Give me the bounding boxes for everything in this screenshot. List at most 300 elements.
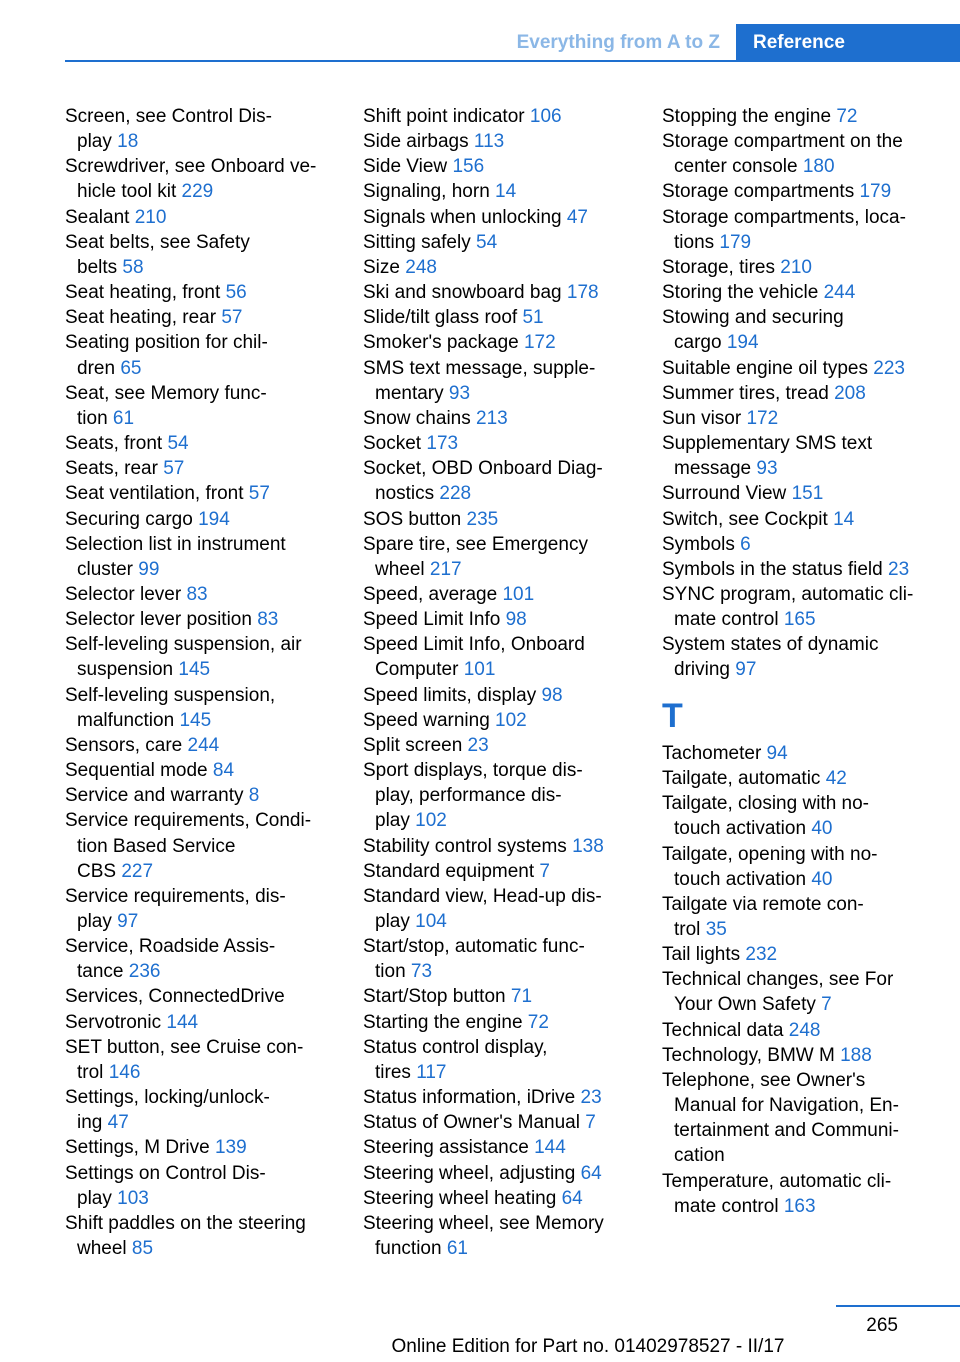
page-reference-link[interactable]: 72 (836, 106, 858, 127)
index-entry (662, 205, 952, 255)
index-entry-text: Side airbags (363, 131, 474, 153)
index-entry (662, 942, 952, 967)
index-entry-text: Speed, average (363, 583, 503, 605)
page-reference-link[interactable]: 208 (834, 382, 866, 404)
index-entry-text: function (375, 1238, 447, 1260)
page-reference-link[interactable]: 102 (415, 810, 447, 832)
index-entry-text: cargo (674, 332, 727, 354)
page-reference-link[interactable]: 7 (585, 1112, 596, 1134)
index-entry-text: Storage compartments (662, 181, 860, 203)
index-entry (363, 406, 653, 431)
page-reference-link[interactable]: 57 (248, 483, 270, 505)
index-entry (662, 842, 952, 892)
index-entry (662, 481, 952, 506)
index-entry (662, 179, 952, 204)
index-entry-text: Selector lever (65, 583, 187, 605)
index-entry (65, 381, 355, 431)
index-entry-text: Storage compartment on the (662, 131, 903, 153)
index-entry-text: cation (674, 1145, 725, 1167)
page-reference-link[interactable]: 73 (410, 961, 433, 983)
page-reference-link[interactable]: 144 (534, 1137, 566, 1159)
index-entry-text: Storage compartments, loca- (662, 206, 906, 228)
index-entry (662, 1169, 952, 1219)
index-entry-text: Sensors, care (65, 734, 188, 756)
index-entry-text: SET button, see Cruise con- (65, 1036, 304, 1058)
index-entry-text: Smoker's package (363, 332, 524, 354)
page-reference-link[interactable]: 47 (566, 206, 588, 228)
page-reference-link[interactable]: 232 (745, 944, 778, 966)
page-reference-link[interactable]: 85 (131, 1238, 154, 1260)
index-entry-text: driving (674, 659, 736, 681)
index-entry-text: Starting the engine (363, 1011, 528, 1033)
page-reference-link[interactable]: 145 (178, 659, 211, 681)
index-entry (65, 884, 355, 934)
index-entry-text: Self-leveling suspension, (65, 684, 276, 706)
index-entry (65, 1161, 355, 1211)
index-entry (65, 456, 355, 481)
index-entry (363, 179, 653, 204)
index-entry-text: Tailgate via remote con- (662, 893, 864, 915)
page-number: 265 (866, 1315, 898, 1336)
page-reference-link[interactable]: 7 (539, 860, 550, 882)
index-entry (65, 330, 355, 380)
page-reference-link[interactable]: 40 (811, 818, 833, 840)
index-entry-text: Service and warranty (65, 785, 249, 807)
page-reference-link[interactable]: 72 (527, 1011, 549, 1033)
page-reference-link[interactable]: 144 (166, 1011, 199, 1033)
index-entry-text: Selector lever position (65, 609, 258, 631)
page-reference-link[interactable]: 227 (121, 860, 154, 882)
index-entry (662, 1043, 952, 1068)
page-reference-link[interactable]: 146 (108, 1061, 141, 1083)
index-entry (65, 507, 355, 532)
index-entry (65, 733, 355, 758)
index-entry-text: hicle tool kit (77, 181, 182, 203)
page-reference-link[interactable]: 61 (446, 1238, 468, 1260)
index-entry-text: Service, Roadside Assis- (65, 936, 276, 958)
page-reference-link[interactable]: 172 (746, 407, 779, 429)
page-reference-link[interactable]: 98 (505, 609, 527, 631)
footer-rule (836, 1305, 960, 1307)
page-reference-link[interactable]: 228 (439, 483, 472, 505)
page-reference-link[interactable]: 14 (833, 508, 855, 530)
index-entry (363, 733, 653, 758)
page-reference-link[interactable]: 51 (522, 307, 544, 329)
page-reference-link[interactable]: 235 (466, 508, 499, 530)
page-reference-link[interactable]: 6 (740, 533, 751, 555)
index-entry-text: Seat heating, rear (65, 307, 222, 329)
page-reference-link[interactable]: 8 (248, 785, 260, 807)
index-entry-text: Temperature, automatic cli- (662, 1170, 892, 1192)
index-entry-text: center console (674, 156, 803, 178)
index-entry (65, 1035, 355, 1085)
index-entry-text: Symbols in the status field (662, 558, 888, 580)
page-reference-link[interactable]: 138 (572, 835, 604, 857)
index-entry (363, 1035, 653, 1085)
page-reference-link[interactable]: 102 (495, 709, 527, 731)
index-entry (363, 884, 653, 934)
page-reference-link[interactable]: 61 (112, 407, 135, 429)
page-reference-link[interactable]: 58 (122, 256, 144, 278)
index-entry-text: Supplementary SMS text (662, 433, 873, 455)
index-entry-text: touch activation (674, 818, 812, 840)
index-entry (363, 607, 653, 632)
index-entry-text: Signaling, horn (363, 181, 496, 203)
page-reference-link[interactable]: 23 (888, 558, 910, 580)
page-reference-link[interactable]: 18 (117, 131, 139, 153)
page-reference-link[interactable]: 178 (566, 282, 599, 304)
index-entry-text: tires (375, 1061, 417, 1083)
index-entry (363, 104, 653, 129)
index-column-2 (363, 104, 653, 1261)
index-entry-text: SMS text message, supple- (363, 357, 596, 379)
index-entry (363, 129, 653, 154)
index-entry-text: Selection list in instrument (65, 533, 286, 555)
page-reference-link[interactable]: 210 (780, 256, 812, 278)
index-entry-text: play (375, 810, 416, 832)
page-reference-link[interactable]: 65 (120, 357, 142, 379)
index-entry-text: Tail lights (662, 944, 746, 966)
index-entry-text: Side View (363, 156, 453, 178)
page-reference-link[interactable]: 57 (163, 458, 185, 480)
index-entry-text: Service requirements, Condi- (65, 810, 312, 832)
index-entry (363, 758, 653, 833)
index-entry-text: SOS button (363, 508, 467, 530)
index-entry-text: tion Based Service (77, 835, 236, 857)
index-entry-text: Sealant (65, 206, 135, 228)
index-entry (65, 808, 355, 883)
index-entry (662, 1018, 952, 1043)
index-entry-text: Manual for Navigation, En- (674, 1095, 899, 1117)
index-entry-text: Self-leveling suspension, air (65, 634, 302, 656)
index-entry-text: Snow chains (363, 407, 477, 429)
index-entry-text: play, performance dis- (375, 785, 562, 807)
index-entry-text: Socket, OBD Onboard Diag- (363, 458, 603, 480)
index-entry-text: Sport displays, torque dis- (363, 760, 583, 782)
index-entry-text: Tachometer (662, 742, 767, 764)
index-entry-text: ing (77, 1112, 108, 1134)
index-entry-text: Shift point indicator (363, 106, 530, 127)
index-entry (65, 431, 355, 456)
index-entry (363, 305, 653, 330)
index-entry-text: play (375, 911, 416, 932)
index-entry-text: message (674, 458, 757, 480)
index-entry-text: Socket (363, 433, 427, 455)
page-reference-link[interactable]: 113 (473, 131, 505, 153)
page-reference-link[interactable]: 64 (561, 1187, 583, 1209)
index-entry (662, 129, 952, 179)
index-entry (662, 967, 952, 1017)
index-entry (65, 632, 355, 682)
index-entry (363, 280, 653, 305)
page-reference-link[interactable]: 94 (766, 742, 788, 764)
index-entry-text: Seat belts, see Safety (65, 231, 250, 253)
page-reference-link[interactable]: 223 (873, 357, 905, 379)
index-entry-text: Ski and snowboard bag (363, 282, 567, 304)
index-entry-text: suspension (77, 659, 179, 681)
index-entry (363, 456, 653, 506)
index-entry (65, 984, 355, 1009)
index-entry-text: Technical changes, see For (662, 969, 894, 991)
index-entry-text: mentary (375, 382, 449, 404)
page-reference-link[interactable]: 47 (107, 1112, 129, 1134)
index-entry-text: cluster (77, 558, 139, 580)
index-entry-text: Stability control systems (363, 835, 573, 857)
page-reference-link[interactable]: 248 (788, 1019, 821, 1041)
index-entry (363, 356, 653, 406)
page-reference-link[interactable]: 40 (811, 868, 833, 890)
index-entry-text: Spare tire, see Emergency (363, 533, 588, 555)
index-entry-text: tion (375, 961, 411, 983)
page-reference-link[interactable]: 42 (825, 768, 847, 790)
index-entry (363, 230, 653, 255)
page-reference-link[interactable]: 7 (821, 994, 832, 1016)
index-entry-text: Surround View (662, 483, 792, 505)
index-entry-text: dren (77, 357, 121, 379)
index-entry (662, 741, 952, 766)
index-column-3 (662, 104, 952, 1219)
index-entry-text: play (77, 131, 118, 153)
index-entry-text: Status of Owner's Manual (363, 1112, 586, 1134)
index-entry (363, 834, 653, 859)
index-entry (65, 305, 355, 330)
index-entry-text: Seat heating, front (65, 282, 226, 304)
index-entry (363, 1161, 653, 1186)
page-reference-link[interactable]: 97 (117, 911, 139, 932)
index-entry-text: Tailgate, opening with no- (662, 843, 878, 865)
page-reference-link[interactable]: 35 (705, 918, 727, 940)
index-entry (363, 255, 653, 280)
index-entry (363, 507, 653, 532)
page-reference-link[interactable]: 229 (181, 181, 214, 203)
page-reference-link[interactable]: 57 (221, 307, 243, 329)
page-reference-link[interactable]: 156 (452, 156, 485, 178)
index-entry (65, 481, 355, 506)
index-entry-text: trol (77, 1061, 109, 1083)
index-entry (662, 305, 952, 355)
index-entry-text: CBS (77, 860, 122, 882)
index-entry-text: Switch, see Cockpit (662, 508, 834, 530)
page-reference-link[interactable]: 180 (802, 156, 835, 178)
index-entry (65, 582, 355, 607)
index-entry-text: Steering wheel, adjusting (363, 1162, 581, 1184)
page-reference-link[interactable]: 244 (823, 282, 856, 304)
index-entry-text: Standard view, Head-up dis- (363, 885, 602, 907)
page-reference-link[interactable]: 93 (756, 458, 778, 480)
page-reference-link[interactable]: 236 (128, 961, 161, 983)
page-reference-link[interactable]: 194 (726, 332, 759, 354)
index-entry (65, 532, 355, 582)
page-reference-link[interactable]: 210 (134, 206, 167, 228)
page-reference-link[interactable]: 23 (467, 734, 489, 756)
index-entry-text: Sitting safely (363, 231, 476, 253)
index-entry (662, 1068, 952, 1169)
page-reference-link[interactable]: 64 (580, 1162, 602, 1184)
index-entry (363, 582, 653, 607)
page-reference-link[interactable]: 71 (510, 986, 533, 1008)
index-entry (662, 104, 952, 129)
page-reference-link[interactable]: 98 (541, 684, 563, 706)
page-reference-link[interactable]: 101 (463, 659, 496, 681)
index-entry (662, 356, 952, 381)
index-entry-text: Summer tires, tread (662, 382, 835, 404)
index-entry-text: Your Own Safety (674, 994, 822, 1016)
index-entry (662, 892, 952, 942)
index-entry-text: Seating position for chil- (65, 332, 268, 354)
index-entry (363, 1010, 653, 1035)
index-entry-text: mate control (674, 609, 784, 631)
page-reference-link[interactable]: 104 (415, 911, 447, 932)
index-entry (363, 1211, 653, 1261)
page-reference-link[interactable]: 23 (580, 1087, 602, 1109)
index-entry (65, 607, 355, 632)
page-reference-link[interactable]: 106 (529, 106, 562, 127)
page-reference-link[interactable]: 248 (405, 256, 437, 278)
index-entry-text: Servotronic (65, 1011, 167, 1033)
index-entry-text: Stopping the engine (662, 106, 837, 127)
index-entry (662, 507, 952, 532)
index-column-1 (65, 104, 355, 1261)
edition-footer: Online Edition for Part no. 01402978527 - II/17 (391, 1336, 785, 1357)
page-reference-link[interactable]: 194 (198, 508, 230, 530)
page-reference-link[interactable]: 84 (212, 760, 235, 782)
index-entry-text: Seats, rear (65, 458, 164, 480)
index-entry (363, 1110, 653, 1135)
page-reference-link[interactable]: 54 (476, 231, 498, 253)
index-entry-text: belts (77, 256, 123, 278)
index-entry-text: Tailgate, automatic (662, 768, 826, 790)
index-entry (363, 632, 653, 682)
index-entry (65, 783, 355, 808)
page-reference-link[interactable]: 83 (186, 583, 208, 605)
page-reference-link[interactable]: 213 (476, 407, 508, 429)
index-entry (662, 280, 952, 305)
index-entry-text: Seat, see Memory func- (65, 382, 267, 404)
index-entry-text: Technical data (662, 1019, 789, 1041)
index-entry (662, 766, 952, 791)
index-entry (363, 708, 653, 733)
page-reference-link[interactable]: 101 (502, 583, 535, 605)
index-entry (65, 1010, 355, 1035)
page-reference-link[interactable]: 188 (840, 1044, 872, 1066)
page-reference-link[interactable]: 99 (138, 558, 160, 580)
page-reference-link[interactable]: 56 (225, 282, 247, 304)
page-reference-link[interactable]: 179 (859, 181, 892, 203)
index-entry-text: System states of dynamic (662, 634, 879, 656)
index-entry-text: Signals when unlocking (363, 206, 567, 228)
index-entry-text: SYNC program, automatic cli- (662, 583, 914, 605)
page-reference-link[interactable]: 103 (117, 1187, 149, 1209)
page-reference-link[interactable]: 217 (429, 558, 462, 580)
header-section-title: Everything from A to Z (516, 32, 720, 53)
index-entry-text: Speed Limit Info, Onboard (363, 634, 585, 656)
index-entry-text: mate control (674, 1195, 784, 1217)
index-entry-text: Screwdriver, see Onboard ve- (65, 156, 317, 178)
index-entry-text: Storing the vehicle (662, 282, 824, 304)
index-entry (65, 104, 355, 154)
page-reference-link[interactable]: 163 (783, 1195, 816, 1217)
header-tab-reference: Reference (736, 24, 960, 62)
index-entry-text: Settings, locking/unlock- (65, 1087, 270, 1109)
index-entry-text: trol (674, 918, 706, 940)
index-entry (65, 230, 355, 280)
index-entry-text: Service requirements, dis- (65, 885, 286, 907)
index-entry-text: Standard equipment (363, 860, 540, 882)
index-entry-text: Speed warning (363, 709, 496, 731)
index-entry-text: Steering assistance (363, 1137, 535, 1159)
index-entry (363, 934, 653, 984)
index-entry-text: Slide/tilt glass roof (363, 307, 523, 329)
index-entry-text: Symbols (662, 533, 741, 555)
index-entry-text: Seat ventilation, front (65, 483, 249, 505)
index-entry (662, 582, 952, 632)
page-reference-link[interactable]: 151 (791, 483, 824, 505)
index-entry-text: Screen, see Control Dis- (65, 106, 272, 127)
index-entry (363, 330, 653, 355)
index-entry-text: Stowing and securing (662, 307, 844, 329)
index-entry-text: Status information, iDrive (363, 1087, 581, 1109)
index-entry-text: Split screen (363, 734, 468, 756)
index-entry-text: Securing cargo (65, 508, 199, 530)
index-entry-text: touch activation (674, 868, 812, 890)
index-entry (662, 406, 952, 431)
index-entry-text: Services, ConnectedDrive (65, 986, 285, 1008)
index-entry (363, 859, 653, 884)
page-reference-link[interactable]: 145 (179, 709, 212, 731)
index-entry (363, 984, 653, 1009)
page-reference-link[interactable]: 14 (495, 181, 517, 203)
index-entry-text: play (77, 911, 118, 932)
page-reference-link[interactable]: 165 (783, 609, 816, 631)
page-reference-link[interactable]: 83 (257, 609, 279, 631)
index-entry (65, 934, 355, 984)
page-reference-link[interactable]: 54 (167, 433, 189, 455)
index-entry-text: Technology, BMW M (662, 1044, 841, 1066)
page-reference-link[interactable]: 117 (416, 1061, 447, 1083)
index-entry (363, 1085, 653, 1110)
index-entry (65, 1085, 355, 1135)
index-entry-text: Status control display, (363, 1036, 548, 1058)
index-entry (363, 532, 653, 582)
index-entry-text: Start/Stop button (363, 986, 511, 1008)
page-reference-link[interactable]: 97 (735, 659, 757, 681)
index-entry-text: Suitable engine oil types (662, 357, 874, 379)
index-entry (662, 381, 952, 406)
index-entry (662, 431, 952, 481)
index-entry-text: tertainment and Communi- (674, 1120, 899, 1142)
page-reference-link[interactable]: 244 (187, 734, 220, 756)
index-entry (363, 431, 653, 456)
index-entry (65, 205, 355, 230)
page-reference-link[interactable]: 93 (448, 382, 471, 404)
index-entry (65, 758, 355, 783)
index-entry-text: Shift paddles on the steering (65, 1212, 306, 1234)
index-entry-text: Speed limits, display (363, 684, 542, 706)
page-reference-link[interactable]: 179 (719, 231, 752, 253)
page-reference-link[interactable]: 172 (523, 332, 556, 354)
index-entry-text: Settings, M Drive (65, 1137, 215, 1159)
page-reference-link[interactable]: 139 (214, 1137, 247, 1159)
index-entry (662, 791, 952, 841)
index-entry-text: tions (674, 231, 720, 253)
index-entry (662, 557, 952, 582)
index-entry-text: play (77, 1187, 118, 1209)
index-entry-text: Storage, tires (662, 256, 781, 278)
index-entry-text: malfunction (77, 709, 180, 731)
index-entry-text: Tailgate, closing with no- (662, 793, 869, 815)
index-entry (363, 205, 653, 230)
page-reference-link[interactable]: 173 (426, 433, 459, 455)
